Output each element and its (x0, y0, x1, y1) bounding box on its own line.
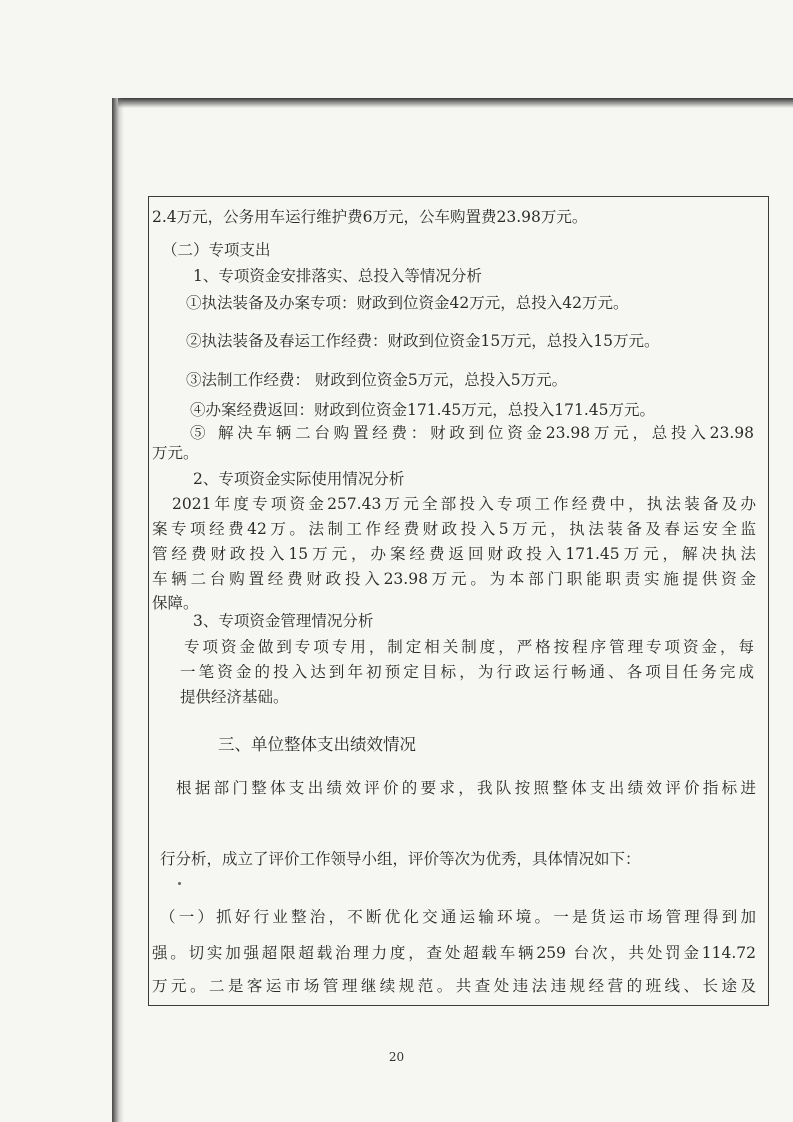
paragraph-line: （一）抓好行业整治，不断优化交通运输环境。一是货运市场管理得到加 (160, 908, 756, 926)
section-heading: （二）专项支出 (162, 241, 271, 259)
list-item: ③法制工作经费： 财政到位资金5万元，总投入5万元。 (186, 371, 568, 389)
paragraph-line: 案专项经费42万。法制工作经费财政投入5万元，执法装备及春运安全监 (152, 520, 756, 538)
paragraph-line: 一笔资金的投入达到年初预定目标，为行政运行畅通、各项目任务完成 (180, 663, 754, 681)
paragraph-line: 车辆二台购置经费财政投入23.98万元。为本部门职能职责实施提供资金 (152, 570, 756, 588)
paragraph-line: 根据部门整体支出绩效评价的要求，我队按照整体支出绩效评价指标进 (176, 779, 756, 797)
subsection-heading: 3、专项资金管理情况分析 (193, 612, 374, 630)
section-heading: 三、单位整体支出绩效情况 (218, 735, 416, 754)
stray-mark (178, 882, 181, 885)
paragraph-line: 万元。二是客运市场管理继续规范。共查处违法违规经营的班线、长途及 (152, 977, 756, 995)
subsection-heading: 1、专项资金安排落实、总投入等情况分析 (193, 267, 482, 285)
paragraph-line: 专项资金做到专项专用，制定相关制度，严格按程序管理专项资金，每 (184, 638, 754, 656)
page-number: 20 (388, 1050, 405, 1064)
text-line: 万元。 (152, 444, 199, 462)
paragraph-line: 管经费财政投入15万元，办案经费返回财政投入171.45万元，解决执法 (152, 545, 756, 563)
subsection-heading: 2、专项资金实际使用情况分析 (193, 470, 405, 488)
paragraph-line: 保障。 (152, 594, 199, 612)
list-item: ⑤ 解决车辆二台购置经费：财政到位资金23.98万元，总投入23.98 (190, 424, 754, 442)
paragraph-line: 行分析，成立了评价工作领导小组，评价等次为优秀，具体情况如下： (160, 850, 641, 868)
list-item: ①执法装备及办案专项：财政到位资金42万元，总投入42万元。 (186, 294, 629, 312)
paragraph-line: 强。切实加强超限超载治理力度，查处超载车辆259 台次，共处罚金114.72 (152, 944, 756, 962)
paragraph-line: 2021年度专项资金257.43万元全部投入专项工作经费中，执法装备及办 (172, 495, 756, 513)
content-frame (148, 196, 769, 1006)
text-line: 2.4万元，公务用车运行维护费6万元，公车购置费23.98万元。 (152, 208, 588, 226)
paragraph-line: 提供经济基础。 (180, 688, 289, 706)
scan-shadow-left (112, 98, 124, 1122)
list-item: ④办案经费返回：财政到位资金171.45万元，总投入171.45万元。 (190, 401, 655, 419)
scan-shadow-top (118, 98, 793, 108)
list-item: ②执法装备及春运工作经费：财政到位资金15万元，总投入15万元。 (186, 332, 660, 350)
